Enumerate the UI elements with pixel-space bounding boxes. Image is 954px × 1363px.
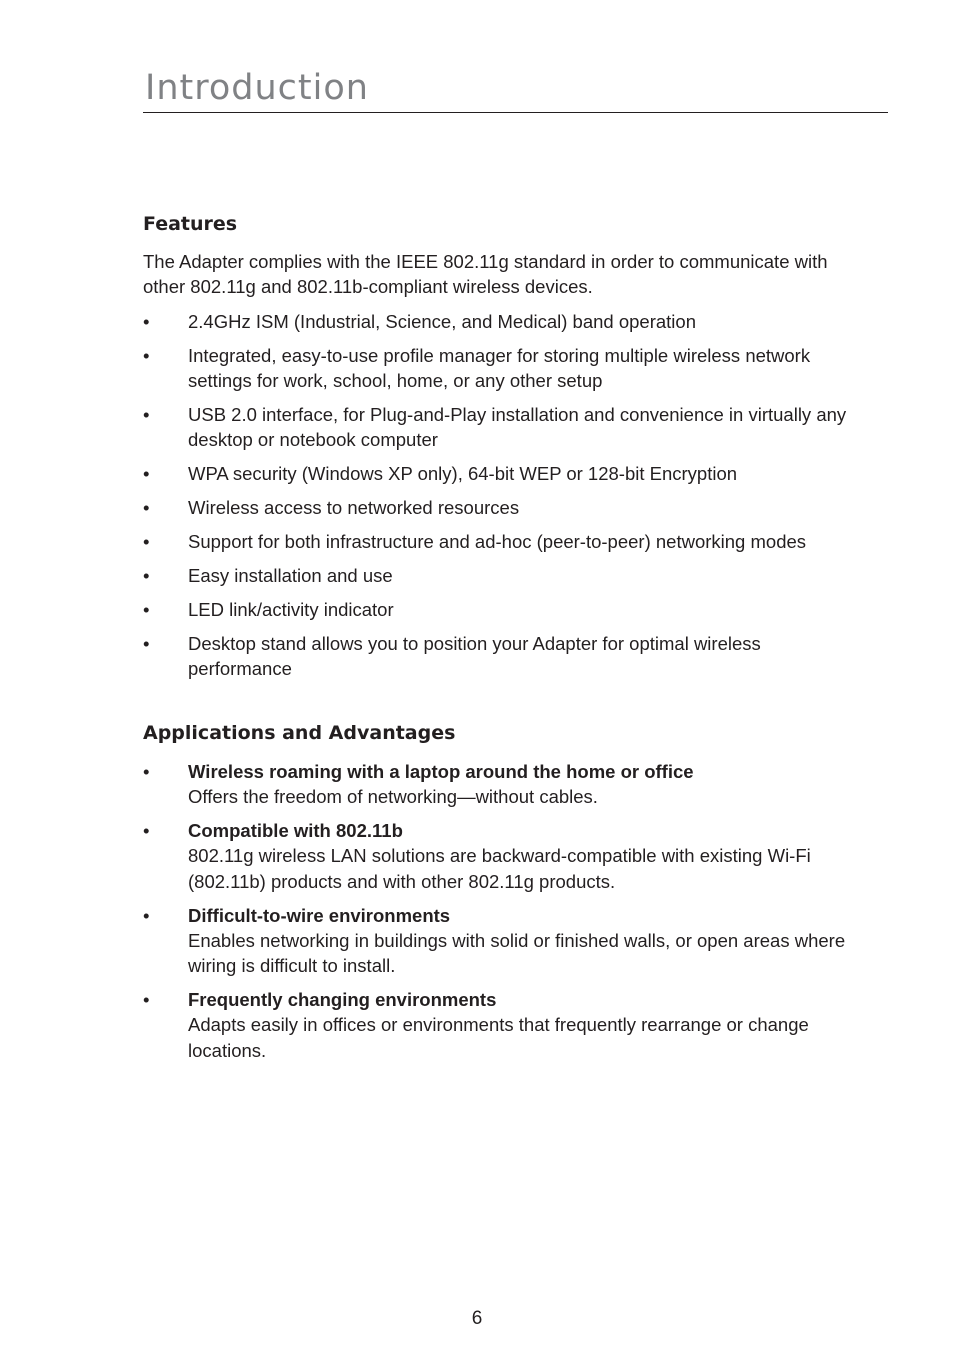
applications-list <box>143 759 863 1063</box>
list-item <box>143 309 863 334</box>
feature-text: Integrated, easy-to-use profile manager for storing multiple wireless network settings for work, school, home, or any other setup <box>188 344 811 391</box>
feature-text: Wireless access to networked resources <box>188 497 520 519</box>
item-description: Adapts easily in offices or environments that frequently rearrange or change locations. <box>188 1014 809 1061</box>
list-item <box>143 903 863 979</box>
list-item <box>143 759 863 810</box>
list-item <box>143 495 863 520</box>
features-heading: Features <box>143 213 238 235</box>
list-item <box>143 343 863 394</box>
list-item <box>143 563 863 588</box>
bullet: • <box>143 403 150 425</box>
list-item <box>143 818 863 894</box>
list-item <box>143 461 863 486</box>
feature-text: Easy installation and use <box>188 565 393 587</box>
bullet: • <box>143 497 150 519</box>
features-section <box>143 207 863 682</box>
bullet: • <box>143 989 150 1011</box>
list-item <box>143 597 863 622</box>
features-intro: The Adapter complies with the IEEE 802.11g standard in order to communicate with other 802.11g and 802.11b-compliant wireless devices. <box>143 251 828 298</box>
applications-heading: Applications and Advantages <box>143 721 456 744</box>
item-title: Compatible with 802.11b <box>188 819 403 841</box>
applications-section <box>143 716 863 1063</box>
feature-text: LED link/activity indicator <box>188 599 394 621</box>
list-item <box>143 529 863 554</box>
features-list <box>143 309 863 682</box>
page-title: Introduction <box>145 68 369 108</box>
bullet: • <box>143 904 150 926</box>
header-rule <box>143 112 888 113</box>
bullet: • <box>143 310 150 332</box>
item-description: Enables networking in buildings with solid or finished walls, or open areas where wiring is difficult to install. <box>188 929 846 977</box>
item-title: Wireless roaming with a laptop around the home or office <box>188 760 694 782</box>
item-description: 802.11g wireless LAN solutions are backward-compatible with existing Wi-Fi (802.11b) products and with other 802.11g products. <box>188 845 811 892</box>
item-description: Offers the freedom of networking—without cables. <box>188 785 598 807</box>
list-item <box>143 631 863 682</box>
bullet: • <box>143 463 150 485</box>
page-number: 6 <box>471 1308 483 1329</box>
bullet: • <box>143 531 150 553</box>
bullet: • <box>143 760 150 782</box>
bullet: • <box>143 344 150 366</box>
feature-text: Desktop stand allows you to position your Adapter for optimal wireless performance <box>188 633 761 680</box>
bullet: • <box>143 633 150 655</box>
feature-text: 2.4GHz ISM (Industrial, Science, and Medical) band operation <box>188 310 696 332</box>
item-title: Frequently changing environments <box>188 989 497 1011</box>
bullet: • <box>143 599 150 621</box>
page-content <box>143 207 863 1072</box>
feature-text: USB 2.0 interface, for Plug-and-Play installation and convenience in virtually any desktop or notebook computer <box>188 403 847 451</box>
bullet: • <box>143 565 150 587</box>
feature-text: Support for both infrastructure and ad-hoc (peer-to-peer) networking modes <box>188 531 807 553</box>
feature-text: WPA security (Windows XP only), 64-bit WEP or 128-bit Encryption <box>188 463 738 485</box>
item-title: Difficult-to-wire environments <box>188 904 451 926</box>
list-item <box>143 402 863 453</box>
list-item <box>143 987 863 1063</box>
bullet: • <box>143 819 150 841</box>
